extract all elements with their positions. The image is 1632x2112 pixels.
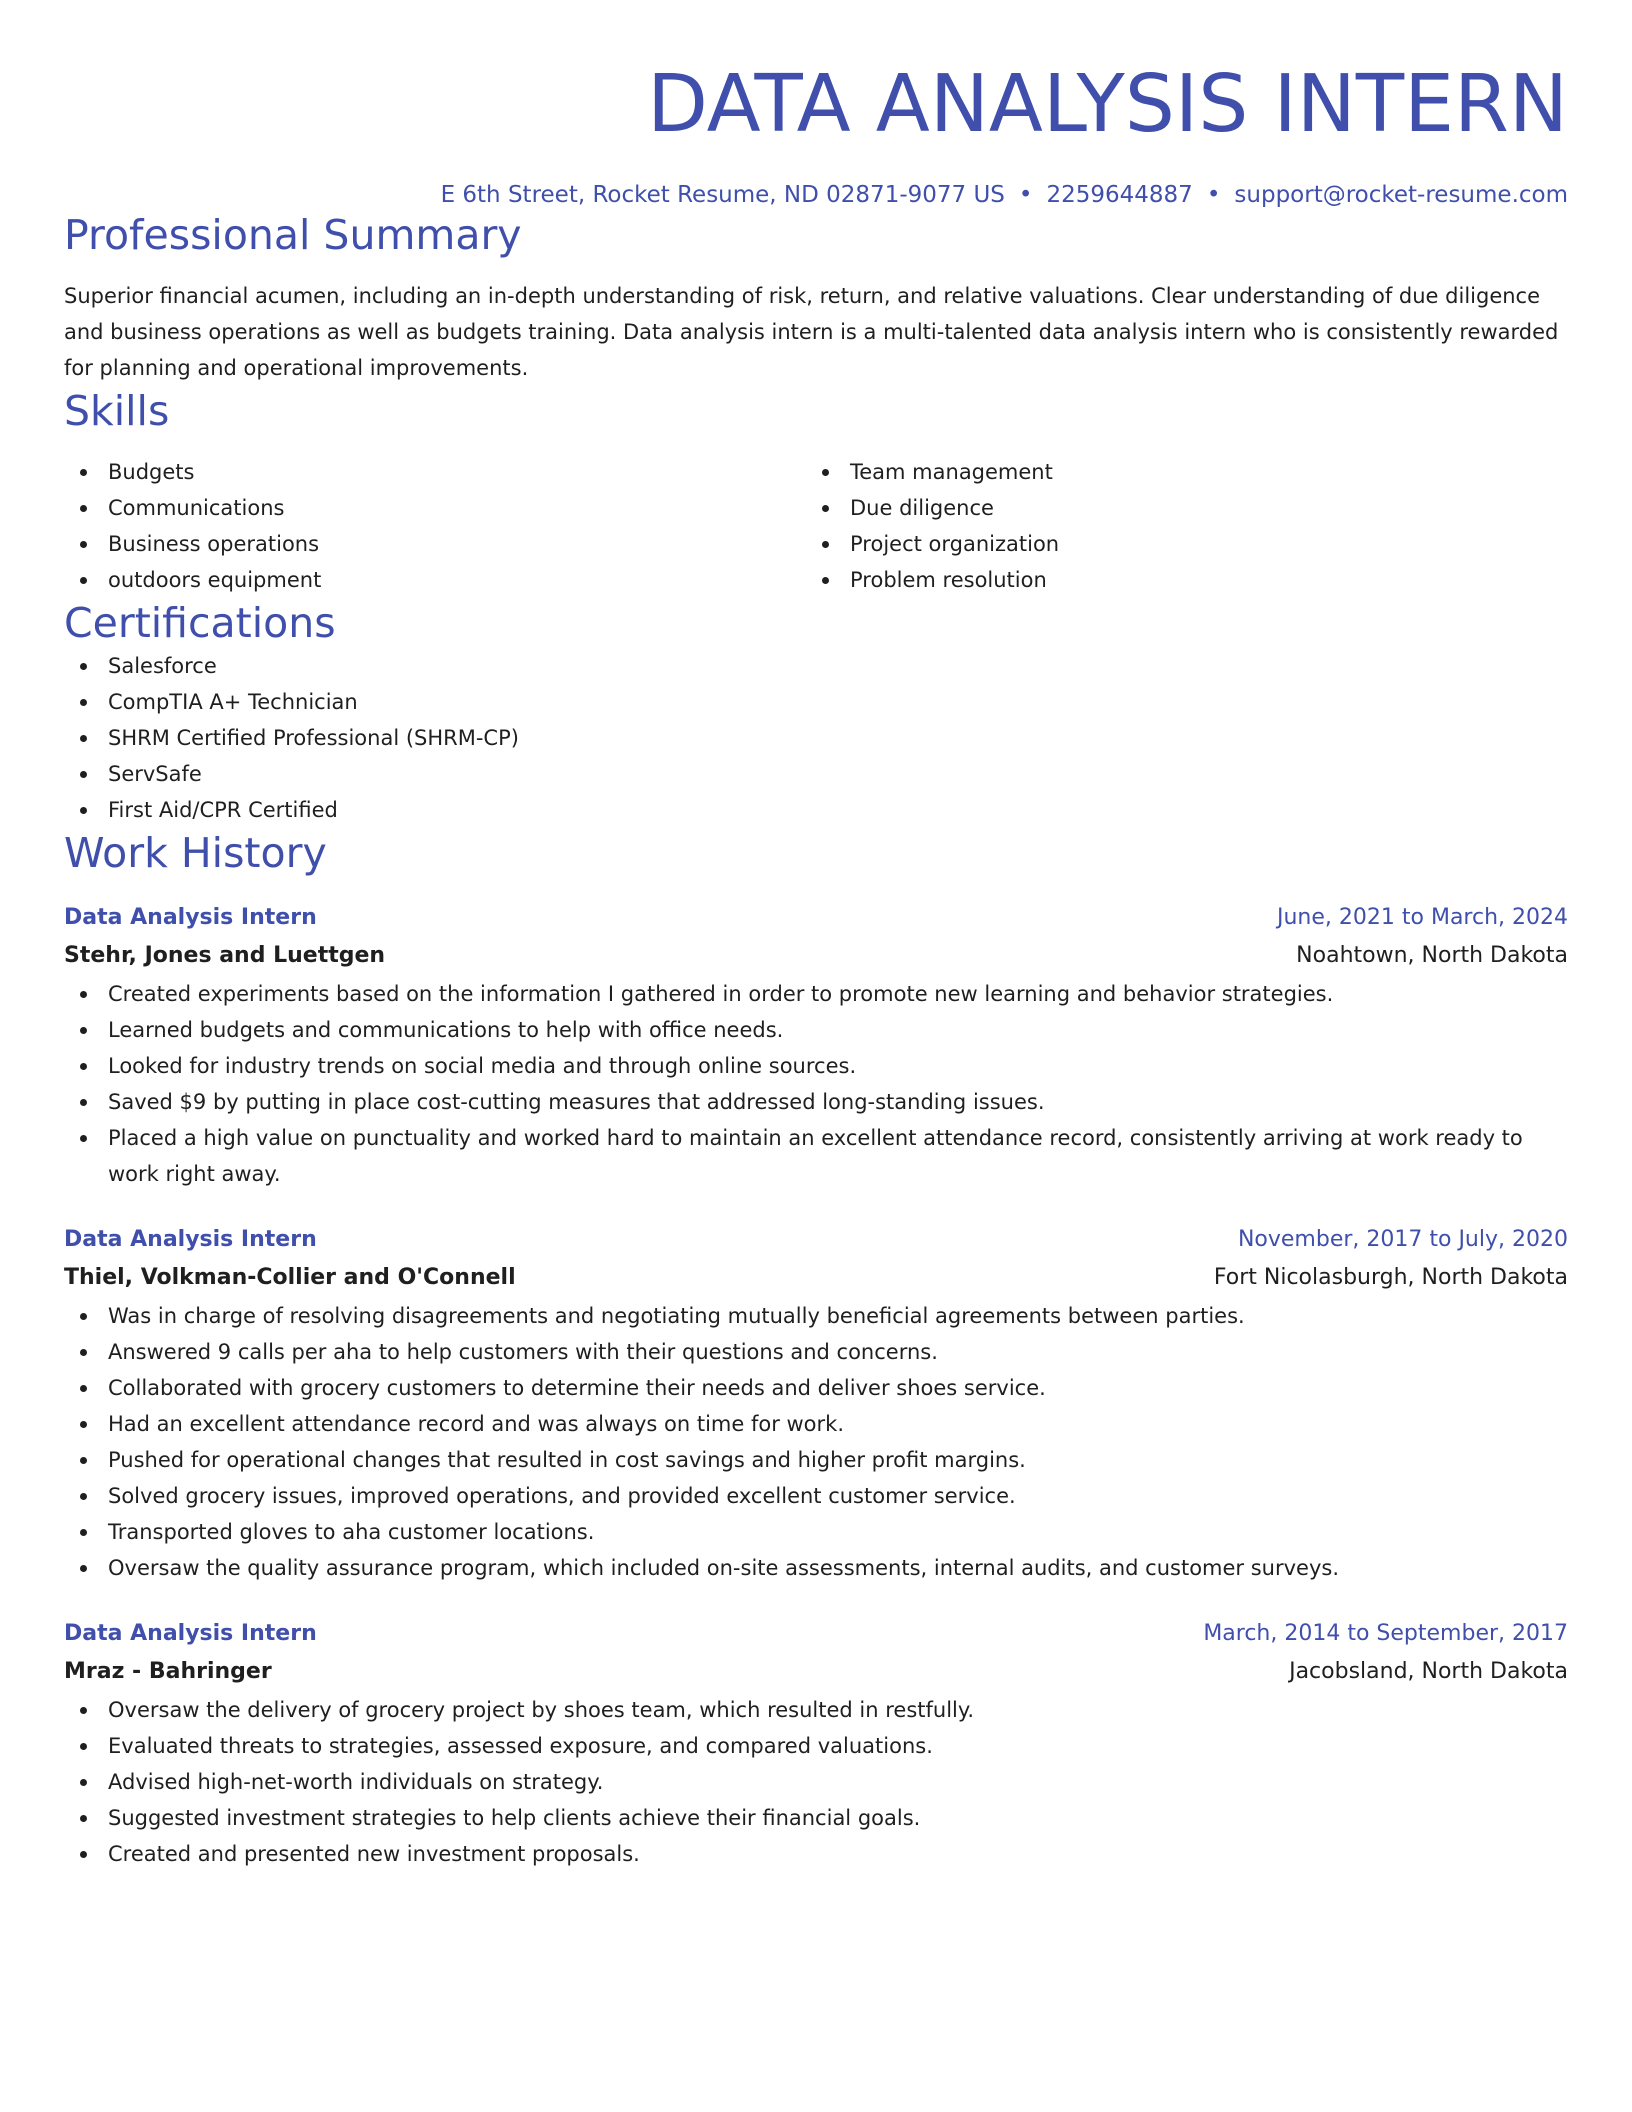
contact-email: support@rocket-resume.com xyxy=(1234,182,1568,208)
job-dates: June, 2021 to March, 2024 xyxy=(1277,905,1568,930)
job-bullet-list xyxy=(64,976,1568,1192)
skills-list-left xyxy=(64,454,806,598)
certification-item: ServSafe xyxy=(64,756,1568,792)
certification-item: SHRM Certified Professional (SHRM-CP) xyxy=(64,720,1568,756)
job-bullet: Transported gloves to aha customer locations. xyxy=(64,1514,1568,1550)
job-bullet: Solved grocery issues, improved operations, and provided excellent customer service. xyxy=(64,1478,1568,1514)
job-bullet: Placed a high value on punctuality and worked hard to maintain an excellent attendance record, consistently arriving at work ready to work right away. xyxy=(64,1120,1568,1192)
job-title-row xyxy=(64,1616,1568,1652)
job-entry xyxy=(64,900,1568,1192)
job-bullet: Saved $9 by putting in place cost-cutting measures that addressed long-standing issues. xyxy=(64,1084,1568,1120)
job-bullet: Was in charge of resolving disagreements and negotiating mutually beneficial agreements between parties. xyxy=(64,1298,1568,1334)
contact-separator: • xyxy=(1018,182,1033,208)
job-title-row xyxy=(64,1222,1568,1258)
job-company-row xyxy=(64,1258,1568,1298)
contact-line xyxy=(64,180,1568,210)
resume-header xyxy=(64,56,1568,210)
job-bullet: Created and presented new investment proposals. xyxy=(64,1836,1568,1872)
certification-item: Salesforce xyxy=(64,648,1568,684)
job-bullet: Oversaw the delivery of grocery project by shoes team, which resulted in restfully. xyxy=(64,1692,1568,1728)
job-bullet: Answered 9 calls per aha to help customers with their questions and concerns. xyxy=(64,1334,1568,1370)
job-bullet: Looked for industry trends on social media and through online sources. xyxy=(64,1048,1568,1084)
skills-grid xyxy=(64,454,1568,598)
contact-separator: • xyxy=(1206,182,1221,208)
job-company-row xyxy=(64,936,1568,976)
job-bullet: Created experiments based on the information I gathered in order to promote new learning and behavior strategies. xyxy=(64,976,1568,1012)
skill-item: Problem resolution xyxy=(806,562,1548,598)
job-bullet: Had an excellent attendance record and was always on time for work. xyxy=(64,1406,1568,1442)
job-location: Noahtown, North Dakota xyxy=(1296,943,1568,968)
certifications-list xyxy=(64,648,1568,828)
job-bullet: Evaluated threats to strategies, assessed exposure, and compared valuations. xyxy=(64,1728,1568,1764)
skill-item: outdoors equipment xyxy=(64,562,806,598)
job-role: Data Analysis Intern xyxy=(64,905,317,930)
contact-phone: 2259644887 xyxy=(1046,182,1193,208)
job-role: Data Analysis Intern xyxy=(64,1227,317,1252)
job-entry xyxy=(64,1616,1568,1872)
job-dates: November, 2017 to July, 2020 xyxy=(1237,1227,1568,1252)
certification-item: CompTIA A+ Technician xyxy=(64,684,1568,720)
job-company-row xyxy=(64,1652,1568,1692)
job-title-row xyxy=(64,900,1568,936)
skills-list-right xyxy=(806,454,1548,598)
skill-item: Budgets xyxy=(64,454,806,490)
work-history-heading: Work History xyxy=(64,829,327,877)
job-bullet: Oversaw the quality assurance program, which included on-site assessments, internal audits, and customer surveys. xyxy=(64,1550,1568,1586)
job-company: Mraz - Bahringer xyxy=(64,1659,272,1684)
skills-column-left xyxy=(64,454,806,598)
skill-item: Due diligence xyxy=(806,490,1548,526)
job-bullet: Learned budgets and communications to help with office needs. xyxy=(64,1012,1568,1048)
candidate-name: DATA ANALYSIS INTERN xyxy=(647,58,1568,150)
skills-heading: Skills xyxy=(64,387,170,435)
job-bullet-list xyxy=(64,1692,1568,1872)
skill-item: Project organization xyxy=(806,526,1548,562)
certification-item: First Aid/CPR Certified xyxy=(64,792,1568,828)
skill-item: Team management xyxy=(806,454,1548,490)
job-role: Data Analysis Intern xyxy=(64,1621,317,1646)
summary-heading: Professional Summary xyxy=(64,211,522,259)
job-company: Thiel, Volkman-Collier and O'Connell xyxy=(64,1265,516,1290)
job-bullet: Pushed for operational changes that resulted in cost savings and higher profit margins. xyxy=(64,1442,1568,1478)
job-bullet: Advised high-net-worth individuals on strategy. xyxy=(64,1764,1568,1800)
job-dates: March, 2014 to September, 2017 xyxy=(1203,1621,1568,1646)
skill-item: Communications xyxy=(64,490,806,526)
contact-address: E 6th Street, Rocket Resume, ND 02871-9077 US xyxy=(440,182,1005,208)
job-bullet-list xyxy=(64,1298,1568,1586)
job-company: Stehr, Jones and Luettgen xyxy=(64,943,386,968)
job-bullet: Collaborated with grocery customers to determine their needs and deliver shoes service. xyxy=(64,1370,1568,1406)
job-bullet: Suggested investment strategies to help clients achieve their financial goals. xyxy=(64,1800,1568,1836)
job-entry xyxy=(64,1222,1568,1586)
job-location: Fort Nicolasburgh, North Dakota xyxy=(1213,1265,1568,1290)
summary-text: Superior financial acumen, including an in-depth understanding of risk, return, and relative valuations. Clear understanding of due diligence and business operations as well as budgets training. Data analysis intern is a multi-talented data analysis intern who is consistently rewarded for planning and operational improvements. xyxy=(64,284,1559,380)
certifications-heading: Certifications xyxy=(64,599,336,647)
skill-item: Business operations xyxy=(64,526,806,562)
skills-column-right xyxy=(806,454,1548,598)
job-location: Jacobsland, North Dakota xyxy=(1289,1659,1568,1684)
